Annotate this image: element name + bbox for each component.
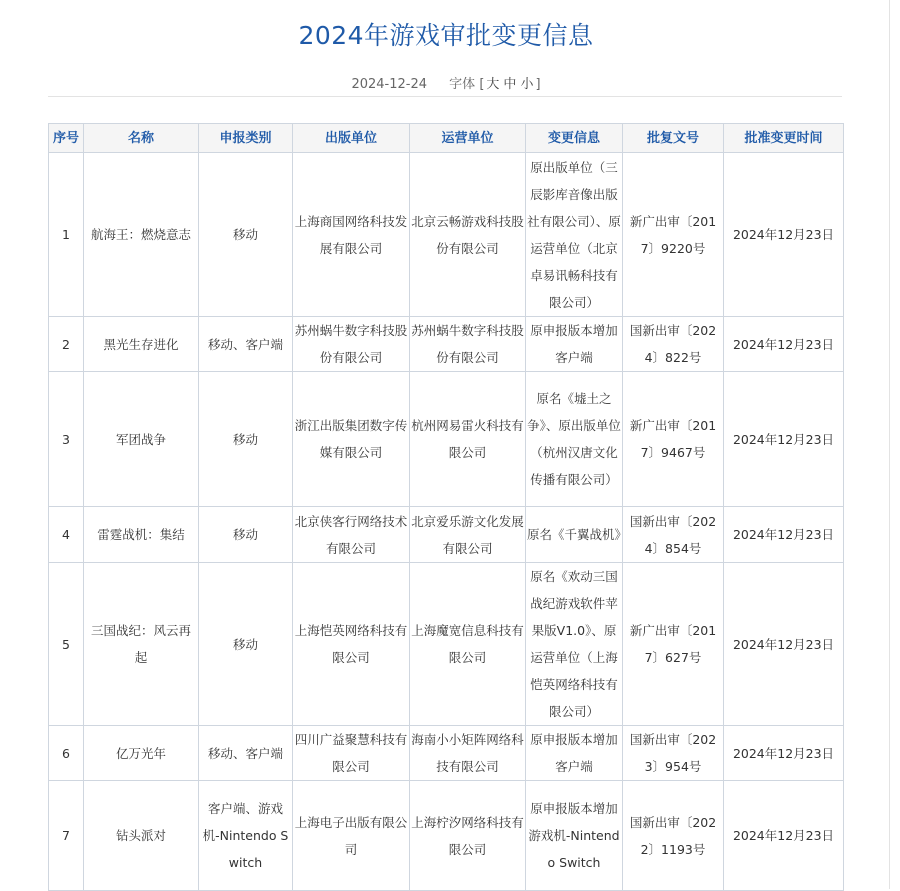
header-cell: 名称 (84, 124, 199, 153)
table-row (49, 317, 844, 372)
approval-number: 新广出审〔2017〕9220号 (623, 153, 724, 317)
font-size-large-link[interactable]: 大 (486, 77, 500, 92)
header-cell: 运营单位 (410, 124, 526, 153)
game-name: 亿万光年 (84, 726, 199, 781)
operator: 杭州网易雷火科技有限公司 (410, 372, 526, 507)
change-info: 原名《墟土之争》、原出版单位（杭州汉唐文化传播有限公司） (526, 372, 623, 507)
application-category: 移动 (199, 507, 293, 563)
change-info: 原申报版本增加游戏机-Nintendo Switch (526, 781, 623, 891)
table-row (49, 507, 844, 563)
article-meta (0, 73, 892, 92)
row-number: 2 (49, 317, 84, 372)
operator: 北京云畅游戏科技股份有限公司 (410, 153, 526, 317)
operator: 北京爱乐游文化发展有限公司 (410, 507, 526, 563)
publish-date: 2024-12-24 (351, 77, 428, 92)
font-size-medium-link[interactable]: 中 (503, 77, 517, 92)
application-category: 移动、客户端 (199, 726, 293, 781)
right-page-edge (889, 0, 900, 889)
row-number: 5 (49, 563, 84, 726)
table-header-row (49, 124, 844, 153)
application-category: 移动 (199, 153, 293, 317)
header-cell: 申报类别 (199, 124, 293, 153)
application-category: 移动 (199, 563, 293, 726)
font-size-small-link[interactable]: 小 (520, 77, 534, 92)
publisher: 上海商国网络科技发展有限公司 (293, 153, 410, 317)
approval-date: 2024年12月23日 (724, 372, 844, 507)
page-title: 2024年游戏审批变更信息 (298, 21, 594, 50)
operator: 苏州蜗牛数字科技股份有限公司 (410, 317, 526, 372)
approval-date: 2024年12月23日 (724, 507, 844, 563)
change-info: 原名《欢动三国战纪游戏软件苹果版V1.0》、原运营单位（上海恺英网络科技有限公司） (526, 563, 623, 726)
approval-number: 国新出审〔2024〕822号 (623, 317, 724, 372)
publisher: 上海电子出版有限公司 (293, 781, 410, 891)
table-row (49, 781, 844, 891)
game-name: 黑光生存进化 (84, 317, 199, 372)
approval-number: 国新出审〔2024〕854号 (623, 507, 724, 563)
table-row (49, 153, 844, 317)
approval-date: 2024年12月23日 (724, 317, 844, 372)
change-info: 原申报版本增加客户端 (526, 726, 623, 781)
operator: 海南小小矩阵网络科技有限公司 (410, 726, 526, 781)
approval-number: 新广出审〔2017〕9467号 (623, 372, 724, 507)
font-bracket-open: [ (479, 77, 485, 92)
row-number: 7 (49, 781, 84, 891)
row-number: 3 (49, 372, 84, 507)
font-bracket-close: ] (535, 77, 541, 92)
approval-number: 国新出审〔2023〕954号 (623, 726, 724, 781)
header-cell: 批准变更时间 (724, 124, 844, 153)
publisher: 浙江出版集团数字传媒有限公司 (293, 372, 410, 507)
table-row (49, 372, 844, 507)
game-approval-change-table (48, 123, 844, 891)
change-info: 原申报版本增加客户端 (526, 317, 623, 372)
font-size-label: 字体 (449, 77, 476, 92)
approval-number: 新广出审〔2017〕627号 (623, 563, 724, 726)
approval-date: 2024年12月23日 (724, 563, 844, 726)
header-cell: 出版单位 (293, 124, 410, 153)
header-cell: 序号 (49, 124, 84, 153)
application-category: 移动 (199, 372, 293, 507)
approval-date: 2024年12月23日 (724, 726, 844, 781)
publisher: 上海恺英网络科技有限公司 (293, 563, 410, 726)
publisher: 四川广益聚慧科技有限公司 (293, 726, 410, 781)
title-divider (48, 96, 842, 97)
game-name: 三国战纪：风云再起 (84, 563, 199, 726)
operator: 上海魔宽信息科技有限公司 (410, 563, 526, 726)
change-info: 原出版单位（三辰影库音像出版社有限公司）、原运营单位（北京卓易讯畅科技有限公司） (526, 153, 623, 317)
application-category: 客户端、游戏机-Nintendo Switch (199, 781, 293, 891)
row-number: 6 (49, 726, 84, 781)
game-name: 航海王：燃烧意志 (84, 153, 199, 317)
header-cell: 批复文号 (623, 124, 724, 153)
game-name: 雷霆战机：集结 (84, 507, 199, 563)
table-row (49, 563, 844, 726)
approval-date: 2024年12月23日 (724, 153, 844, 317)
publisher: 北京侠客行网络技术有限公司 (293, 507, 410, 563)
row-number: 4 (49, 507, 84, 563)
table-row (49, 726, 844, 781)
game-name: 钻头派对 (84, 781, 199, 891)
application-category: 移动、客户端 (199, 317, 293, 372)
change-info: 原名《千翼战机》 (526, 507, 623, 563)
header-cell: 变更信息 (526, 124, 623, 153)
publisher: 苏州蜗牛数字科技股份有限公司 (293, 317, 410, 372)
game-name: 军团战争 (84, 372, 199, 507)
operator: 上海柠汐网络科技有限公司 (410, 781, 526, 891)
row-number: 1 (49, 153, 84, 317)
approval-number: 国新出审〔2022〕1193号 (623, 781, 724, 891)
approval-date: 2024年12月23日 (724, 781, 844, 891)
